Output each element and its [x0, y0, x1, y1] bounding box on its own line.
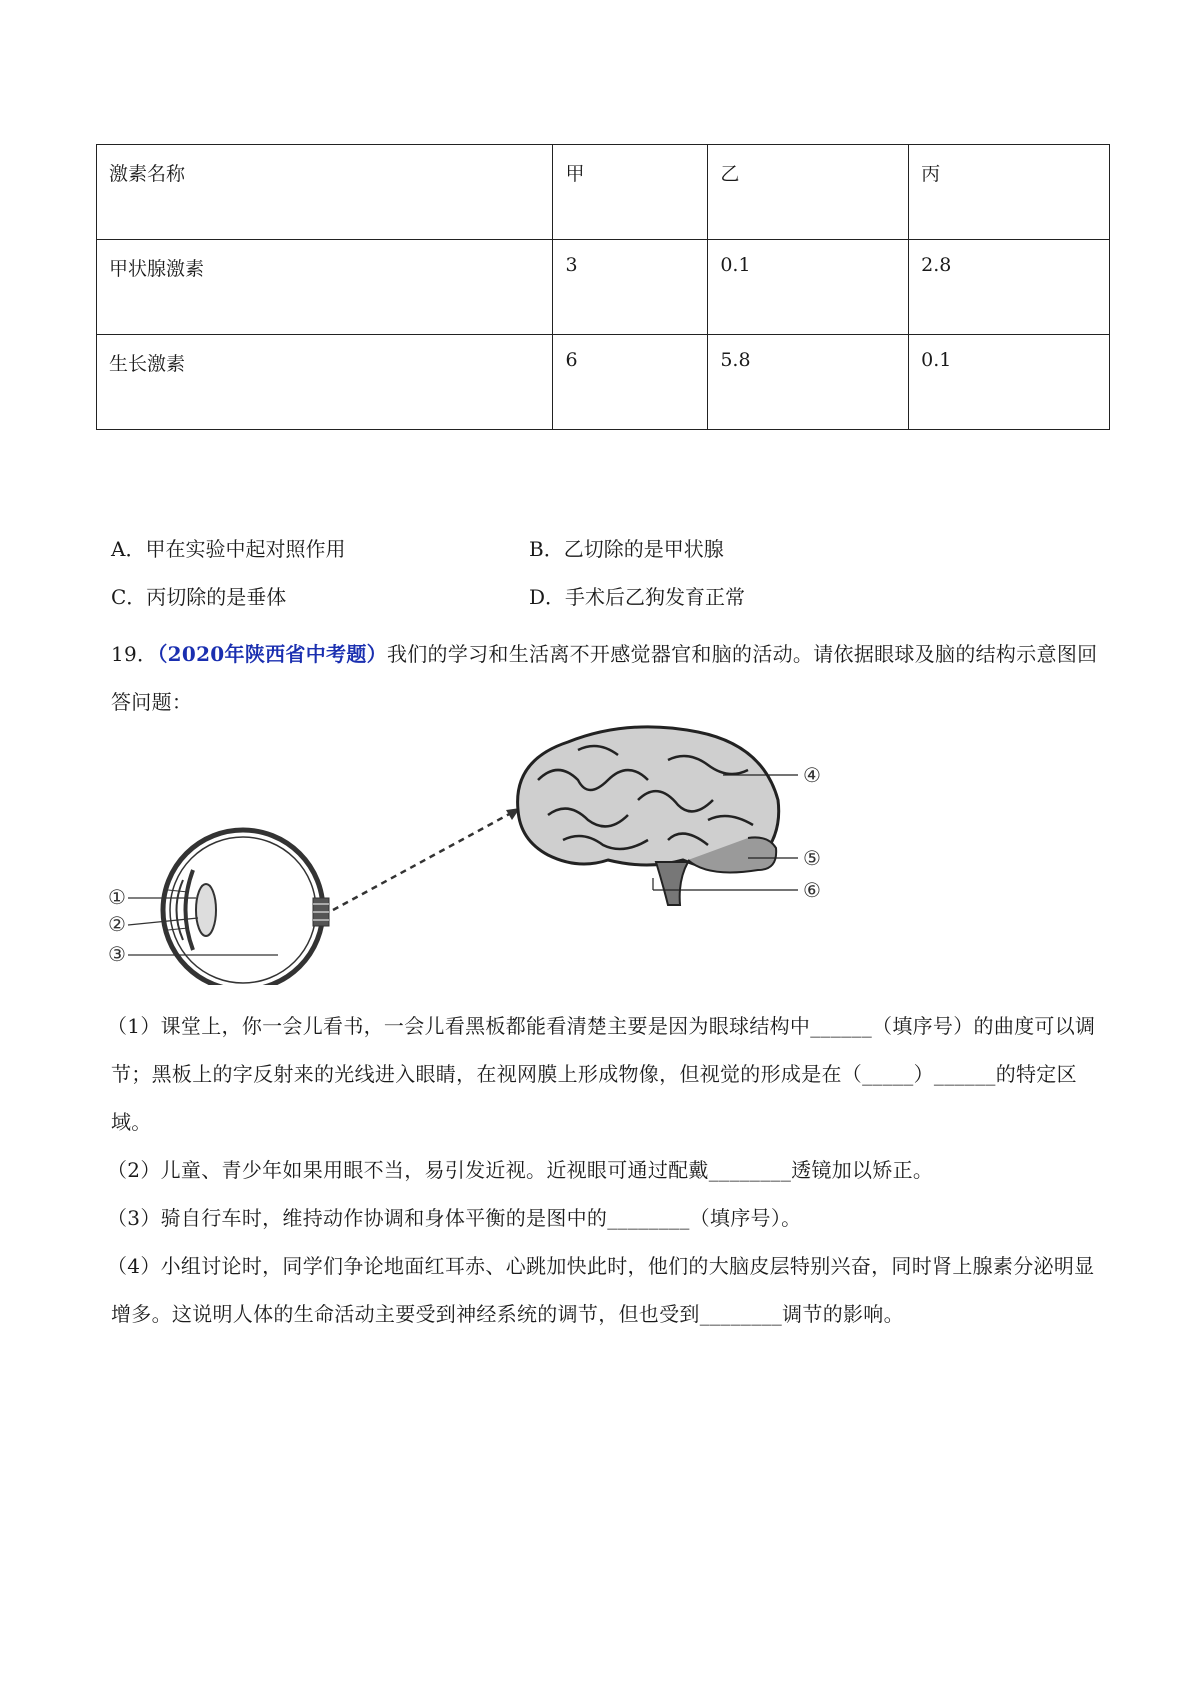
table-cell: 生长激素	[97, 335, 553, 430]
eye-label-1: ①	[108, 885, 126, 909]
eye-label-2: ②	[108, 912, 126, 936]
table-cell: 甲状腺激素	[97, 240, 553, 335]
option-a: A．甲在实验中起对照作用	[111, 537, 346, 561]
table-cell: 甲	[553, 145, 708, 240]
sub-question-4: （4）小组讨论时，同学们争论地面红耳赤、心跳加快此时，他们的大脑皮层特别兴奋，同时肾上腺素分泌明显增多。这说明人体的生命活动主要受到神经系统的调节，但也受到________调节的影响。	[107, 1254, 1095, 1326]
table-cell: 丙	[909, 145, 1110, 240]
question-19-stem	[111, 630, 1101, 726]
table-cell: 3	[553, 240, 708, 335]
eyeball-illustration	[128, 830, 329, 985]
table-cell: 乙	[708, 145, 909, 240]
option-d: D．手术后乙狗发育正常	[529, 585, 746, 609]
question-source: （2020年陕西省中考题）	[157, 642, 387, 666]
brain-illustration	[518, 727, 798, 905]
table-row	[97, 240, 1110, 335]
sub-question-2: （2）儿童、青少年如果用眼不当，易引发近视。近视眼可通过配戴________透镜加以矫正。	[107, 1158, 934, 1182]
sub-question-1: （1）课堂上，你一会儿看书，一会儿看黑板都能看清楚主要是因为眼球结构中______（填序号）的曲度可以调节；黑板上的字反射来的光线进入眼睛，在视网膜上形成物像，但视觉的形成是在（_____）______的特定区域。	[107, 1014, 1096, 1134]
option-b: B．乙切除的是甲状腺	[529, 537, 724, 561]
diagram-svg	[108, 720, 868, 985]
question-number: 19．	[111, 642, 158, 666]
table-cell: 6	[553, 335, 708, 430]
table-header-row	[97, 145, 1110, 240]
table-row	[97, 335, 1110, 430]
table-cell: 2.8	[909, 240, 1110, 335]
question-19-parts	[107, 1002, 1106, 1338]
brain-label-6: ⑥	[803, 878, 821, 902]
brain-label-4: ④	[803, 763, 821, 787]
brain-label-5: ⑤	[803, 846, 821, 870]
table-cell: 激素名称	[97, 145, 553, 240]
table-cell: 0.1	[708, 240, 909, 335]
sub-question-3: （3）骑自行车时，维持动作协调和身体平衡的是图中的________（填序号）。	[107, 1206, 802, 1230]
eye-label-3: ③	[108, 942, 126, 966]
question-text: 我们的学习和生活离不开感觉器官和脑的活动。请依据眼球及脑的结构示意图回答问题：	[111, 642, 1098, 714]
eye-brain-diagram	[108, 720, 868, 989]
option-c: C．丙切除的是垂体	[111, 585, 287, 609]
hormone-table	[96, 144, 1110, 430]
pathway-arrow	[333, 808, 520, 910]
table-cell: 5.8	[708, 335, 909, 430]
table-cell: 0.1	[909, 335, 1110, 430]
